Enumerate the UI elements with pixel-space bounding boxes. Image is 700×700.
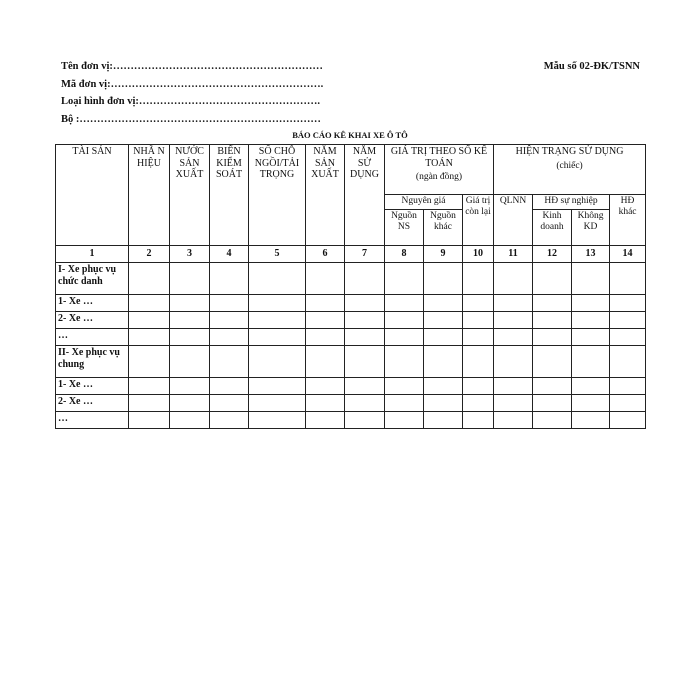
- col-number: 4: [210, 246, 249, 263]
- empty-cell: [463, 412, 494, 429]
- empty-cell: [572, 263, 610, 295]
- empty-cell: [533, 346, 572, 378]
- empty-cell: [533, 378, 572, 395]
- empty-cell: [129, 312, 170, 329]
- empty-cell: [463, 295, 494, 312]
- header-tai-san: TÀI SẢN: [56, 145, 129, 246]
- empty-cell: [249, 395, 306, 412]
- header-nguon-ns: Nguồn NS: [385, 210, 424, 246]
- empty-cell: [572, 412, 610, 429]
- col-number: 11: [494, 246, 533, 263]
- empty-cell: [345, 378, 385, 395]
- empty-cell: [306, 412, 345, 429]
- table-row: [56, 329, 646, 346]
- header-nam-san-xuat: NĂM SẢN XUẤT: [306, 145, 345, 246]
- empty-cell: [572, 312, 610, 329]
- empty-cell: [385, 395, 424, 412]
- empty-cell: [533, 295, 572, 312]
- row-label: …: [56, 329, 129, 346]
- row-label: II- Xe phục vụ chung: [56, 346, 129, 378]
- empty-cell: [306, 395, 345, 412]
- empty-cell: [533, 395, 572, 412]
- col-number: 8: [385, 246, 424, 263]
- col-number: 3: [170, 246, 210, 263]
- header-nguyen-gia: Nguyên giá: [385, 195, 463, 210]
- empty-cell: [385, 312, 424, 329]
- empty-cell: [463, 329, 494, 346]
- col-number: 2: [129, 246, 170, 263]
- table-row: [56, 346, 646, 378]
- empty-cell: [494, 412, 533, 429]
- empty-cell: [210, 329, 249, 346]
- col-number: 14: [610, 246, 646, 263]
- row-label: 1- Xe …: [56, 378, 129, 395]
- empty-cell: [610, 312, 646, 329]
- empty-cell: [170, 312, 210, 329]
- empty-cell: [494, 329, 533, 346]
- empty-cell: [463, 312, 494, 329]
- empty-cell: [494, 263, 533, 295]
- report-table: [55, 144, 646, 429]
- empty-cell: [494, 395, 533, 412]
- empty-cell: [170, 378, 210, 395]
- empty-cell: [533, 329, 572, 346]
- empty-cell: [129, 329, 170, 346]
- row-label: 1- Xe …: [56, 295, 129, 312]
- col-number: 7: [345, 246, 385, 263]
- table-row: [56, 378, 646, 395]
- empty-cell: [494, 312, 533, 329]
- empty-cell: [424, 295, 463, 312]
- header-nhan-hieu: NHÃ N HIỆU: [129, 145, 170, 246]
- hien-trang-unit: (chiếc): [556, 160, 583, 171]
- empty-cell: [572, 329, 610, 346]
- header-bien-kiem-soat: BIỂN KIỂM SOÁT: [210, 145, 249, 246]
- empty-cell: [494, 346, 533, 378]
- empty-cell: [424, 263, 463, 295]
- header-kinh-doanh: Kinh doanh: [533, 210, 572, 246]
- table-row: [56, 395, 646, 412]
- empty-cell: [572, 378, 610, 395]
- empty-cell: [249, 346, 306, 378]
- empty-cell: [463, 378, 494, 395]
- header-hd-su-nghiep: HĐ sự nghiệp: [533, 195, 610, 210]
- row-label: I- Xe phục vụ chức danh: [56, 263, 129, 295]
- empty-cell: [170, 412, 210, 429]
- empty-cell: [306, 263, 345, 295]
- empty-cell: [210, 312, 249, 329]
- table-row: [56, 312, 646, 329]
- empty-cell: [129, 395, 170, 412]
- row-label: 2- Xe …: [56, 312, 129, 329]
- ministry-line: Bộ :……………………………………………………………: [61, 114, 321, 125]
- header-hien-trang-su-dung: [494, 145, 646, 195]
- unit-name-line: Tên đơn vị:……………………………………………………: [61, 61, 323, 72]
- empty-cell: [306, 378, 345, 395]
- report-title: BÁO CÁO KÊ KHAI XE Ô TÔ: [292, 130, 408, 140]
- empty-cell: [170, 295, 210, 312]
- empty-cell: [572, 346, 610, 378]
- table-row: [56, 412, 646, 429]
- col-number: 6: [306, 246, 345, 263]
- empty-cell: [170, 263, 210, 295]
- empty-cell: [345, 412, 385, 429]
- empty-cell: [345, 329, 385, 346]
- empty-cell: [424, 346, 463, 378]
- empty-cell: [210, 412, 249, 429]
- empty-cell: [210, 263, 249, 295]
- empty-cell: [424, 412, 463, 429]
- empty-cell: [572, 295, 610, 312]
- empty-cell: [424, 312, 463, 329]
- empty-cell: [306, 312, 345, 329]
- header-so-cho-ngoi: SỐ CHỖ NGỒI/TẢI TRỌNG: [249, 145, 306, 246]
- table-row: [56, 295, 646, 312]
- gia-tri-unit: (ngàn đồng): [415, 172, 463, 182]
- empty-cell: [345, 312, 385, 329]
- empty-cell: [210, 295, 249, 312]
- empty-cell: [533, 263, 572, 295]
- empty-cell: [249, 329, 306, 346]
- empty-cell: [610, 295, 646, 312]
- header-nguon-khac: Nguồn khác: [424, 210, 463, 246]
- row-label: 2- Xe …: [56, 395, 129, 412]
- empty-cell: [129, 295, 170, 312]
- col-number: 13: [572, 246, 610, 263]
- empty-cell: [249, 412, 306, 429]
- empty-cell: [210, 346, 249, 378]
- col-number: 1: [56, 246, 129, 263]
- empty-cell: [494, 295, 533, 312]
- empty-cell: [385, 412, 424, 429]
- col-number: 5: [249, 246, 306, 263]
- empty-cell: [306, 295, 345, 312]
- empty-cell: [610, 412, 646, 429]
- empty-cell: [385, 346, 424, 378]
- empty-cell: [210, 395, 249, 412]
- empty-cell: [249, 378, 306, 395]
- empty-cell: [610, 346, 646, 378]
- empty-cell: [572, 395, 610, 412]
- empty-cell: [306, 346, 345, 378]
- table-row: [56, 263, 646, 295]
- empty-cell: [610, 378, 646, 395]
- form-code: Mẫu số 02-ĐK/TSNN: [543, 61, 640, 72]
- empty-cell: [210, 378, 249, 395]
- empty-cell: [424, 329, 463, 346]
- col-number: 12: [533, 246, 572, 263]
- empty-cell: [345, 263, 385, 295]
- header-qlnn: QLNN: [494, 195, 533, 246]
- col-number: 10: [463, 246, 494, 263]
- row-label: …: [56, 412, 129, 429]
- hien-trang-title: HIỆN TRẠNG SỬ DỤNG: [515, 146, 624, 157]
- empty-cell: [249, 295, 306, 312]
- empty-cell: [533, 312, 572, 329]
- empty-cell: [170, 329, 210, 346]
- empty-cell: [385, 329, 424, 346]
- empty-cell: [533, 412, 572, 429]
- unit-code-line: Mã đơn vị:…………………………………………………….: [61, 79, 324, 90]
- header-nam-su-dung: NĂM SỬ DỤNG: [345, 145, 385, 246]
- empty-cell: [345, 395, 385, 412]
- header-khong-kd: Không KD: [572, 210, 610, 246]
- empty-cell: [610, 395, 646, 412]
- empty-cell: [494, 378, 533, 395]
- empty-cell: [170, 346, 210, 378]
- empty-cell: [129, 378, 170, 395]
- empty-cell: [345, 346, 385, 378]
- empty-cell: [249, 312, 306, 329]
- empty-cell: [463, 395, 494, 412]
- unit-type-line: Loại hình đơn vị:…………………………………………….: [61, 96, 321, 107]
- empty-cell: [306, 329, 345, 346]
- empty-cell: [385, 295, 424, 312]
- empty-cell: [345, 295, 385, 312]
- gia-tri-title: GIÁ TRỊ THEO SỔ KẾ TOÁN: [390, 146, 488, 169]
- empty-cell: [129, 412, 170, 429]
- empty-cell: [424, 378, 463, 395]
- empty-cell: [385, 378, 424, 395]
- empty-cell: [249, 263, 306, 295]
- header-nuoc-san-xuat: NƯỚC SẢN XUẤT: [170, 145, 210, 246]
- header-hd-khac: HĐ khác: [610, 195, 646, 246]
- col-number: 9: [424, 246, 463, 263]
- empty-cell: [463, 263, 494, 295]
- empty-cell: [129, 346, 170, 378]
- empty-cell: [170, 395, 210, 412]
- empty-cell: [610, 263, 646, 295]
- header-gia-tri-so-ke-toan: [385, 145, 494, 195]
- empty-cell: [129, 263, 170, 295]
- header-gia-tri-con-lai: Giá trị còn lại: [463, 195, 494, 246]
- empty-cell: [463, 346, 494, 378]
- empty-cell: [385, 263, 424, 295]
- empty-cell: [424, 395, 463, 412]
- empty-cell: [610, 329, 646, 346]
